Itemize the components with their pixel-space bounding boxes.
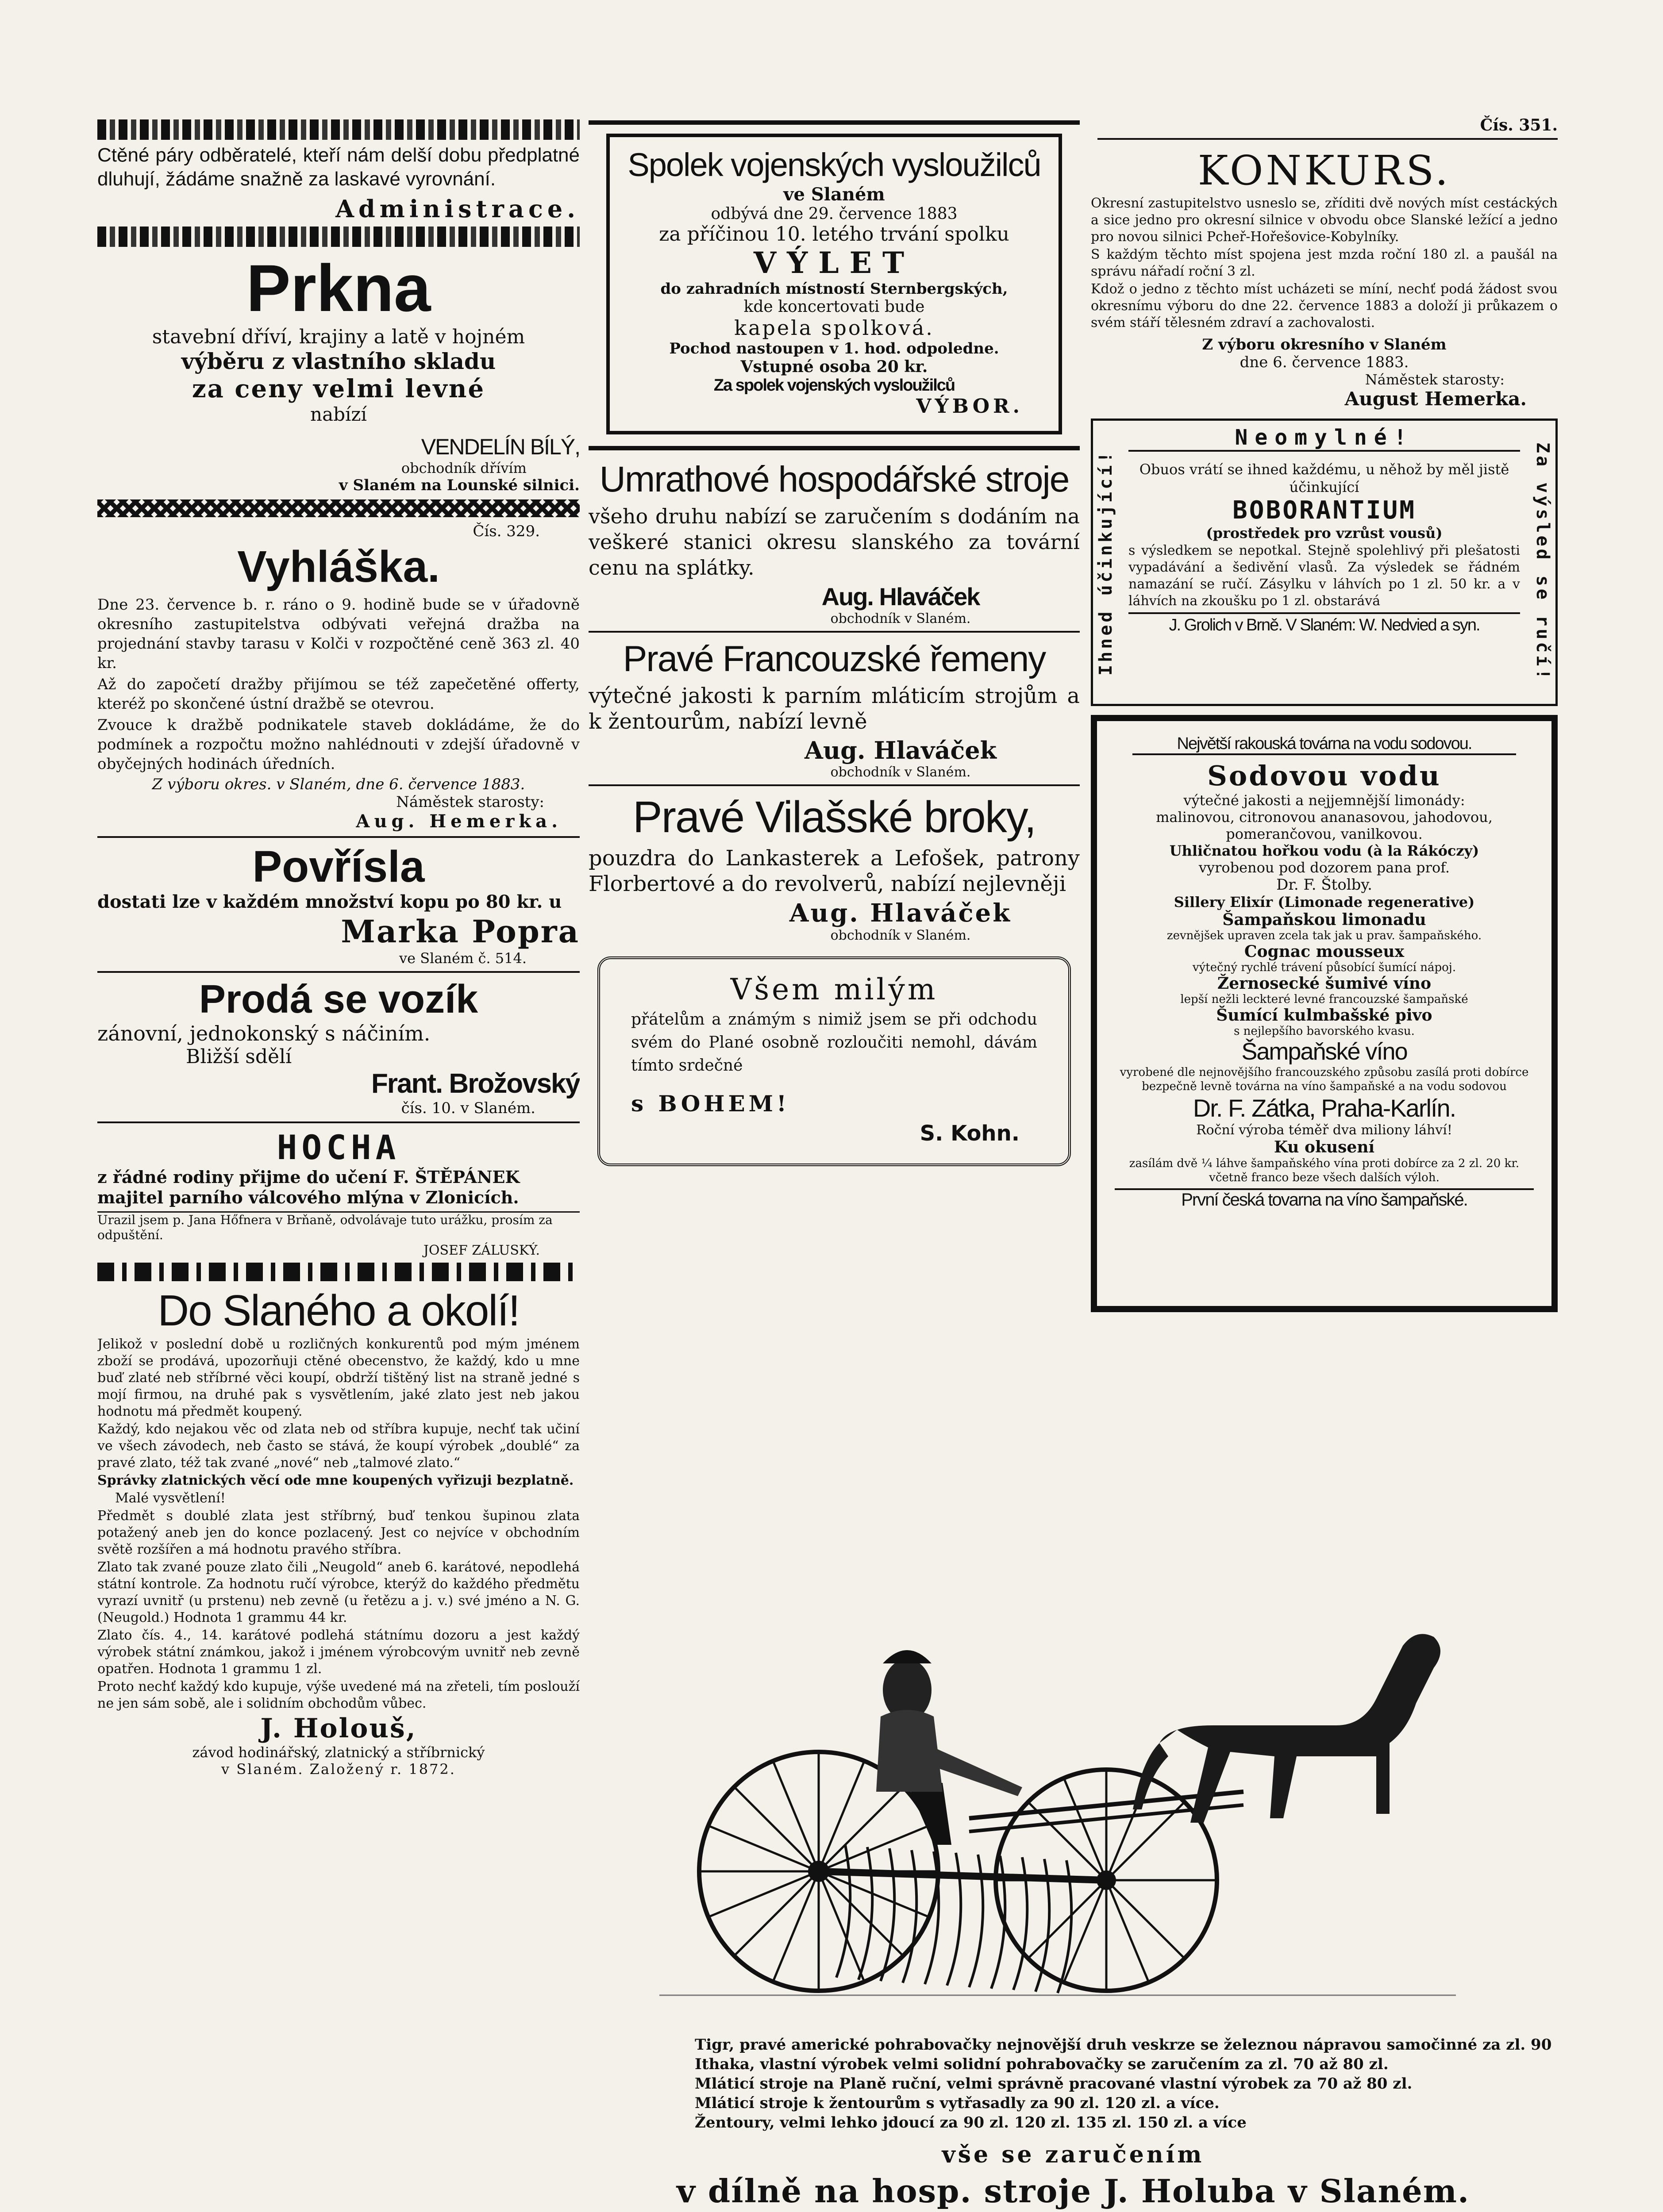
ad-farewell bbox=[597, 956, 1071, 1166]
spolek-place: ve Slaném bbox=[783, 184, 885, 205]
sodovka-line2: malinovou, citronovou ananasovou, jahodovou, pomerančovou, vanilkovou. bbox=[1156, 809, 1493, 842]
boborantium-side-left: Ihned účinkující! bbox=[1096, 449, 1116, 676]
remeny-text: výtečné jakosti k parním mláticím strojům a k žentourům, nabízí levně bbox=[589, 684, 1080, 734]
spolek-signature: VÝBOR. bbox=[916, 395, 1023, 418]
vyhlaska-signature: Aug. Hemerka. bbox=[356, 811, 562, 832]
sodovka-line18: zasílám dvě ¼ láhve šampaňského vína proti dobírce za 2 zl. 20 kr. včetně franco beze všech dalších výloh. bbox=[1129, 1157, 1520, 1184]
farewell-text: přátelům a známým s nimiž jsem se při odchodu svém do Plané osobně rozloučiti nemohl, dávám tímto srdečné bbox=[631, 1010, 1037, 1075]
slane-p4: Malé vysvětlení! bbox=[115, 1490, 226, 1506]
top-rule bbox=[589, 120, 1080, 125]
prkna-name: VENDELÍN BÍLÝ, bbox=[421, 434, 580, 459]
ornament-border bbox=[97, 119, 580, 140]
sodovka-banner: Největší rakouská továrna na vodu sodovou. bbox=[1132, 734, 1516, 755]
sodovka-line6: Sillery Elixír (Limonade regenerative) bbox=[1174, 894, 1475, 910]
konkurs-heading: KONKURS. bbox=[1197, 147, 1451, 194]
farewell-heading: Všem milým bbox=[730, 972, 938, 1006]
prkna-line2: výběru z vlastního skladu bbox=[181, 348, 496, 374]
right-column bbox=[1091, 116, 1558, 1664]
vyhlaska-date: Z výboru okres. v Slaném, dne 6. července 1883. bbox=[152, 776, 525, 793]
machines-workshop: v dílně na hosp. stroje J. Holuba v Slaném. bbox=[676, 2172, 1470, 2210]
spolek-line3: do zahradních místností Sternbergských, bbox=[660, 280, 1008, 298]
slane-p5: Předmět s doublé zlata jest stříbrný, buď tenkou šupinou zlata potažený aneb jen do konce pozlacený. Jest co nejvíce v obchodním světě rozšířen a má hodnotu pravého stříbra. bbox=[97, 1508, 580, 1557]
vozik-line1: zánovní, jednokonský s náčiním. bbox=[97, 1022, 431, 1045]
sodovka-line11: Žernosecké šumivé víno bbox=[1217, 974, 1432, 993]
sodovka-line7: Šampaňskou limonadu bbox=[1222, 910, 1426, 929]
sodovka-footer: První česká tovarna na víno šampaňské. bbox=[1115, 1188, 1534, 1210]
konkurs-role: Náměstek starosty: bbox=[1365, 371, 1505, 388]
konkurs-committee: Z výboru okresního v Slaném bbox=[1202, 336, 1447, 353]
spolek-line8: Za spolek vojenských vysloužilců bbox=[713, 376, 955, 395]
boborantium-side-right: Za výsled se ručí! bbox=[1532, 442, 1553, 682]
vozik-address: čís. 10. v Slaném. bbox=[401, 1099, 535, 1117]
ornament-border bbox=[97, 1263, 580, 1281]
povrisla-address: ve Slaném č. 514. bbox=[399, 950, 527, 967]
spolek-line2: za příčinou 10. letého trvání spolku bbox=[659, 223, 1009, 246]
spolek-vylet: VÝLET bbox=[753, 246, 915, 280]
divider bbox=[589, 631, 1080, 633]
holous-address: v Slaném. Založený r. 1872. bbox=[221, 1761, 456, 1778]
prkna-line1: stavební dříví, krajiny a latě v hojném bbox=[152, 326, 525, 348]
divider bbox=[589, 446, 1080, 450]
konkurs-p3: Kdož o jedno z těchto míst ucházeti se míní, nechť podá žádost svou okresnímu výboru do dne 22. července 1883 a doloží ji průkazem o svém stáří tělesném zdraví a zachovalosti. bbox=[1091, 281, 1558, 330]
hocha-heading: HOCHA bbox=[277, 1128, 400, 1167]
holous-trade: závod hodinářský, zlatnický a stříbrnický bbox=[192, 1744, 485, 1761]
slane-p7: Zlato čís. 4., 14. karátové podlehá státnímu dozoru a jest každý výrobek státní známkou, jakož i jménem výrobcovým uvnitř neb zevně opatřen. Hodnota 1 grammu 1 zl. bbox=[97, 1628, 580, 1677]
vyhlaska-role: Náměstek starosty: bbox=[396, 793, 544, 811]
notice-text: Ctěné páry odběratelé, kteří nám delší dobu předplatné dluhují, žádáme snažně za laskavé vyrovnání. bbox=[97, 144, 580, 190]
slane-p3: Správky zlatnických věcí ode mne koupených vyřizuji bezplatně. bbox=[97, 1473, 574, 1488]
prkna-trade: obchodník dřívím bbox=[401, 460, 527, 476]
slane-p8: Proto nechť každý kdo kupuje, výše uvedené má na zřeteli, tím poslouží ne jen sám sobě, ale i solidním obchodům vůbec. bbox=[97, 1679, 580, 1711]
ad-holub-machines bbox=[589, 1588, 1558, 2212]
sodovka-line14: s nejlepšího bavorského kvasu. bbox=[1234, 1025, 1415, 1038]
vyhlaska-number: Čís. 329. bbox=[473, 522, 540, 540]
sodovka-line10: výtečný rychlé trávení působící šumící nápoj. bbox=[1192, 961, 1456, 974]
horse-rake-illustration bbox=[659, 1597, 1456, 2031]
boborantium-maker: J. Grolich v Brně. V Slaném: W. Nedvied a syn. bbox=[1128, 612, 1520, 635]
vyhlaska-p1: Dne 23. července b. r. ráno o 9. hodině bude se v úřadovně okresního zastupitelstva odbývati veřejná dražba na projednání stavby tarasu v Kolči v rozpočtěné ceně 363 zl. 40 kr. bbox=[97, 596, 580, 672]
sodovka-line8: zevnějšek upraven zcela tak jak u prav. šampaňského. bbox=[1166, 929, 1482, 942]
ad-vozik bbox=[97, 977, 580, 1117]
sodovka-maker: Dr. F. Zátka, Praha-Karlín. bbox=[1193, 1094, 1456, 1122]
divider bbox=[589, 784, 1080, 786]
remeny-name: Aug. Hlaváček bbox=[804, 736, 997, 764]
prkna-line4: nabízí bbox=[310, 403, 367, 425]
konkurs-p2: S každým těchto míst spojena jest mzda roční 180 zl. a paušál na správu nářadí roční 3 zl. bbox=[1091, 247, 1558, 279]
hocha-notice: Urazil jsem p. Jana Hőfnera v Brňaně, odvolávaje tuto urážku, prosím za odpuštění. bbox=[97, 1211, 580, 1243]
sodovka-line9: Cognac mousseux bbox=[1244, 942, 1405, 961]
ad-broky bbox=[589, 791, 1080, 943]
sodovka-line15: Šampaňské víno bbox=[1241, 1038, 1407, 1065]
vyhlaska-p3: Zvouce k dražbě podnikatele staveb dokládáme, že do podmínek a rozpočtu možno nahlédnouti v zdejší úřadovně v obyčejných hodinách úředních. bbox=[97, 716, 580, 773]
spolek-line4: kde koncertovati bude bbox=[743, 298, 925, 316]
ornament-border bbox=[97, 227, 580, 247]
ad-hocha bbox=[97, 1128, 580, 1258]
left-column bbox=[97, 116, 580, 2107]
sodovka-heading: Sodovou vodu bbox=[1207, 760, 1441, 792]
prkna-heading: Prkna bbox=[246, 251, 431, 325]
sodovka-line1: výtečné jakosti a nejjemnější limonády: bbox=[1183, 792, 1465, 809]
slane-heading: Do Slaného a okolí! bbox=[158, 1286, 520, 1335]
slane-p6: Zlato tak zvané pouze zlato čili „Neugold“ aneb 6. karátové, nepodlehá státní kontrole. Za hodnotu ručí výrobce, kterýž do každého předmětu vyrazí uvnitř (u prstenu) neb zevně (u řetězu a j. v.) své jméno a N. G. (Neugold.) Hodnota 1 grammu 44 kr. bbox=[97, 1559, 580, 1625]
vozik-name: Frant. Brožovský bbox=[371, 1068, 580, 1099]
divider bbox=[97, 1121, 580, 1123]
spolek-line5: kapela spolková. bbox=[734, 316, 934, 340]
machines-p2: Ithaka, vlastní výrobek velmi solidní pohrabovačky se zaručením za zl. 70 až 80 zl. bbox=[695, 2055, 1389, 2073]
konkurs-p1: Okresní zastupitelstvo usneslo se, zříditi dvě nových míst cestáckých a sice jedno pro okresní silnice v obvodu obce Slanské ležící a jedno pro novou silnici Pcheř-Hořešovice-Kobylníky. bbox=[1091, 196, 1558, 245]
vyhlaska-heading: Vyhláška. bbox=[237, 542, 440, 591]
sodovka-line3: Uhličnatou hořkou vodu (à la Rákóczy) bbox=[1169, 842, 1479, 859]
ad-prkna bbox=[97, 250, 580, 494]
sodovka-line17: Roční výroba téměř dva miliony láhví! bbox=[1196, 1122, 1452, 1138]
sodovka-line12: lepší nežli leckteré levné francouzské šampaňské bbox=[1180, 993, 1468, 1006]
boborantium-product: BOBORANTIUM bbox=[1232, 496, 1416, 525]
sodovka-line5: Dr. F. Štolby. bbox=[1276, 876, 1372, 894]
ad-remeny bbox=[589, 637, 1080, 780]
konkurs-signature: August Hemerka. bbox=[1344, 388, 1527, 410]
holous-name: J. Holouš, bbox=[260, 1713, 417, 1744]
ornament-border bbox=[97, 499, 580, 517]
broky-name: Aug. Hlaváček bbox=[789, 899, 1012, 928]
prkna-line3: za ceny velmi levné bbox=[192, 374, 485, 403]
povrisla-text: dostati lze v každém množství kopu po 80 kr. u bbox=[97, 891, 562, 912]
boborantium-sub: (prostředek pro vzrůst vousů) bbox=[1206, 525, 1443, 541]
sodovka-line16: vyrobené dle nejnovějšího francouzského způsobu zasílá proti dobírce bezpečně levně továrna na víno šampaňské a na vodu sodovou bbox=[1120, 1066, 1529, 1093]
slane-p2: Každý, kdo nejakou věc od zlata neb od stříbra kupuje, nechť tak učiní ve všech závodech, neb často se stává, že koupí výrobek „doublé“ za pravé zlato, též tak zvané „nové“ neb „talmové zlato.“ bbox=[97, 1421, 580, 1471]
farewell-bohem: s BOHEM! bbox=[631, 1091, 790, 1117]
ad-povrisla bbox=[97, 842, 580, 967]
ad-holous bbox=[97, 1286, 580, 1778]
vozik-line2: Bližší sdělí bbox=[186, 1045, 292, 1068]
machines-p5: Žentoury, velmi lehko jdoucí za 90 zl. 120 zl. 135 zl. 150 zl. a více bbox=[695, 2114, 1247, 2131]
subscription-notice bbox=[97, 143, 580, 223]
povrisla-name: Marka Popra bbox=[341, 913, 580, 950]
ad-spolek bbox=[606, 134, 1062, 434]
notice-signature: Administrace. bbox=[335, 195, 580, 223]
ad-boborantium bbox=[1091, 419, 1558, 706]
stroje-trade: obchodník v Slaném. bbox=[830, 611, 971, 626]
remeny-heading: Pravé Francouzské řemeny bbox=[623, 639, 1046, 679]
remeny-trade: obchodník v Slaném. bbox=[830, 764, 971, 780]
broky-text: pouzdra do Lankasterek a Lefošek, patrony Florbertové a do revolverů, nabízí nejlevněji bbox=[589, 846, 1080, 896]
machines-p4: Mláticí stroje k žentourům s vytřasadly za 90 zl. 120 zl. a více. bbox=[695, 2094, 1220, 2112]
divider bbox=[97, 836, 580, 838]
hocha-text: z řádné rodiny přijme do učení F. ŠTĚPÁNEK majitel parního válcového mlýna v Zlonicích. bbox=[97, 1167, 520, 1207]
spolek-line1: odbývá dne 29. července 1883 bbox=[711, 205, 958, 223]
vozik-heading: Prodá se vozík bbox=[199, 977, 478, 1022]
farewell-name: S. Kohn. bbox=[920, 1121, 1020, 1146]
spolek-line6: Pochod nastoupen v 1. hod. odpoledne. bbox=[669, 340, 999, 357]
page-number: Čís. 351. bbox=[1480, 116, 1558, 134]
stroje-heading: Umrathové hospodářské stroje bbox=[599, 459, 1069, 499]
machines-guarantee: vše se zaručením bbox=[942, 2141, 1205, 2168]
spolek-heading: Spolek vojenských vysloužilců bbox=[627, 146, 1041, 183]
stroje-text: všeho druhu nabízí se zaručením s dodáním na veškeré stanici okresu slanského za tovární cenu na splátky. bbox=[589, 504, 1080, 580]
sodovka-line13: Šumící kulmbašské pivo bbox=[1216, 1006, 1432, 1025]
machines-text bbox=[695, 2035, 1553, 2132]
sodovka-line4: vyrobenou pod dozorem pana prof. bbox=[1198, 859, 1450, 876]
konkurs-date: dne 6. července 1883. bbox=[1240, 353, 1409, 371]
boborantium-intro: Obuos vrátí se ihned každému, u něhož by měl jistě účinkující bbox=[1139, 461, 1509, 495]
spolek-line7: Vstupné osoba 20 kr. bbox=[740, 357, 928, 376]
prkna-address: v Slaném na Lounské silnici. bbox=[339, 476, 580, 494]
ad-sodovka bbox=[1091, 715, 1558, 1312]
povrisla-heading: Povřísla bbox=[252, 842, 425, 891]
machines-p1: Tigr, pravé americké pohrabovačky nejnovější druh veskrze se železnou nápravou samočinné za zl. 90 bbox=[695, 2036, 1552, 2054]
divider bbox=[97, 971, 580, 973]
boborantium-text: s výsledkem se nepotkal. Stejně spolehlivý při plešatosti vypadávání a šedivění vlasů. Za výsledek se řádném namazání se ručí. Zásylku v láhvích po 1 zl. 50 kr. a v láhvích na zkoušku po 1 zl. obstarává bbox=[1128, 543, 1520, 609]
machines-p3: Mláticí stroje na Planě ruční, velmi správně pracované vlastní výrobek za 70 až 80 zl. bbox=[695, 2075, 1413, 2093]
stroje-name: Aug. Hlaváček bbox=[821, 583, 980, 611]
hocha-signature: JOSEF ZÁLUSKÝ. bbox=[423, 1243, 540, 1258]
slane-p1: Jelikož v poslední době u rozličných konkurentů pod mým jménem zboží se prodává, upozorňuji ctěné obecenstvo, že každý, kdo u mne buď zlaté neb stříbrné věci koupí, obdrží tištěný list na straně jedné s mojí firmou, na druhé pak s vysvětlením, jaké zlato jest neb jakou hodnotu má předmět koupený. bbox=[97, 1336, 580, 1419]
boborantium-heading: Neomylné! bbox=[1128, 425, 1520, 452]
notice-konkurs bbox=[1091, 147, 1558, 410]
vyhlaska-p2: Až do započetí dražby přijímou se též zapečetěné offerty, kteréž po skončené ústní dražbě se otevrou. bbox=[97, 676, 580, 713]
broky-heading: Pravé Vilašské broky, bbox=[632, 792, 1036, 842]
ad-stroje bbox=[589, 457, 1080, 626]
broky-trade: obchodník v Slaném. bbox=[830, 928, 971, 943]
notice-vyhlaska bbox=[97, 522, 580, 832]
sodovka-trial: Ku okusení bbox=[1274, 1138, 1375, 1156]
